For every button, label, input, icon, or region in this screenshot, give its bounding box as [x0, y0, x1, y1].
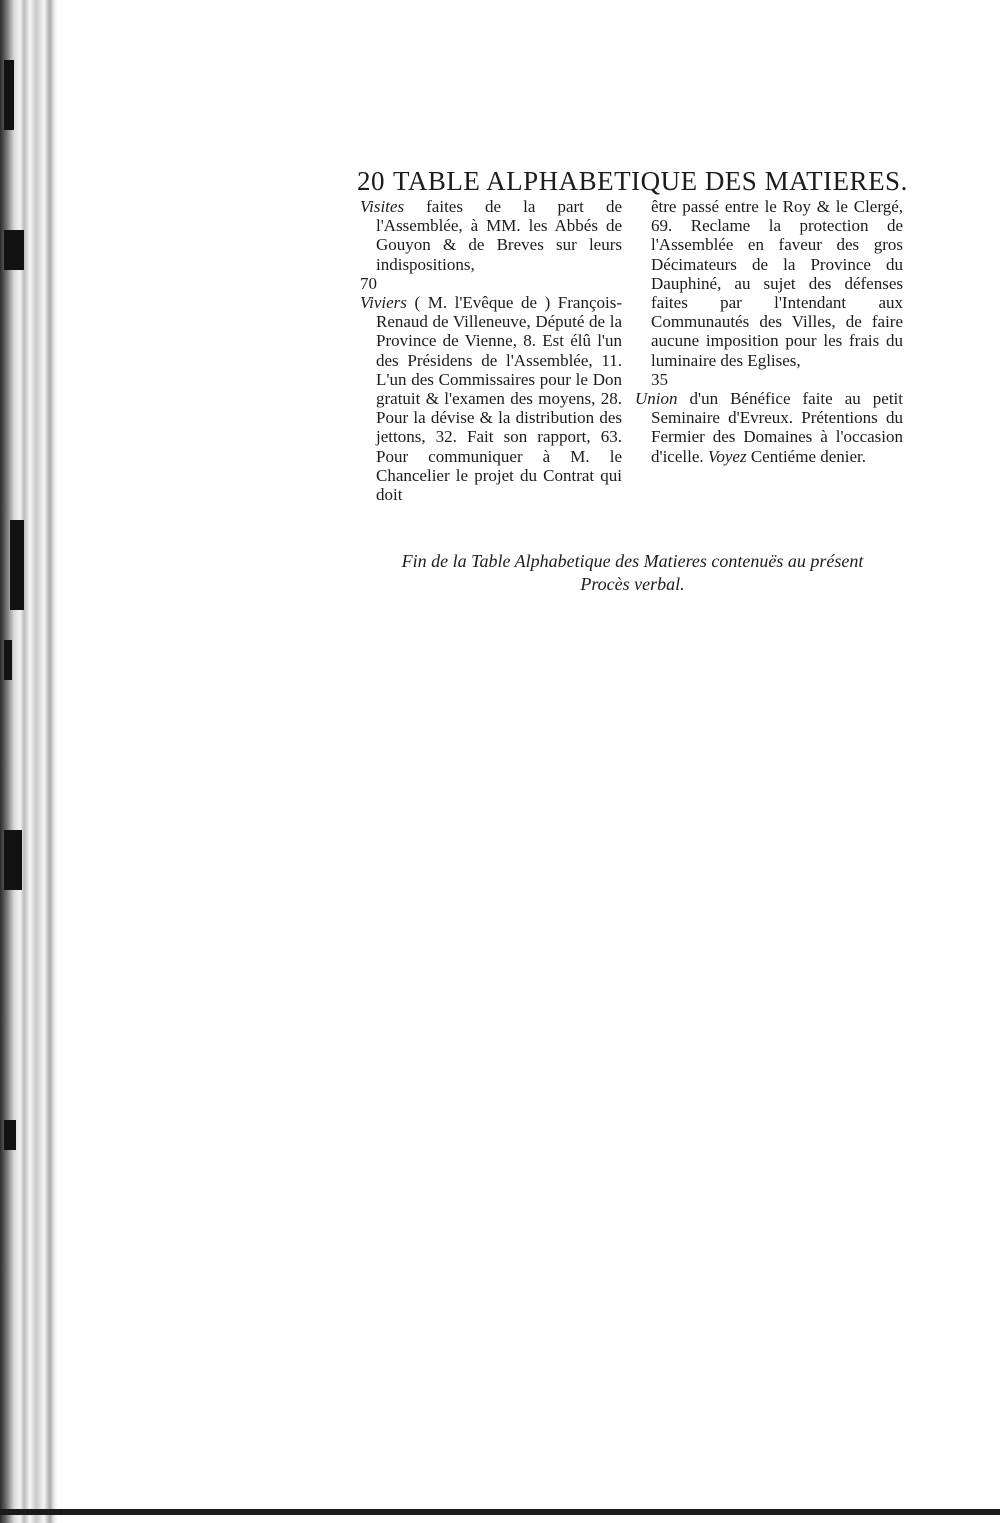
binding-stain	[4, 640, 12, 680]
binding-stain	[10, 520, 24, 610]
index-entry-continuation	[635, 197, 903, 389]
entry-text: ( M. l'Evêque de ) François-Renaud de Villeneuve, Député de la Province de Vienne, 8. Est élû l'un des Présidens de l'Assemblée, 11. L'un des Commissaires pour le Don gratuit & l'examen des moyens, 28. Pour la dévise & la distribution des jettons, 32. Fait son rapport, 63. Pour communiquer à M. le Chancelier le projet du Contrat qui doit	[376, 293, 622, 505]
entry-headword: Visites	[360, 197, 405, 216]
binding-stain	[4, 830, 22, 890]
entry-text: faites de la part de l'Assemblée, à MM. les Abbés de Gouyon & de Breves sur leurs indispositions,	[376, 197, 622, 274]
binding-stain	[4, 60, 14, 130]
index-column-left	[360, 197, 622, 504]
running-header	[357, 166, 908, 197]
book-binding-edge	[0, 0, 58, 1523]
entry-text: d'un Bénéfice faite au petit Seminaire d'Evreux. Prétentions du Fermier des Domaines à l'occasion d'icelle.	[651, 389, 903, 466]
page-bottom-edge	[0, 1509, 1000, 1515]
index-entry-viviers	[360, 293, 622, 504]
see-reference-label: Voyez	[707, 446, 747, 466]
page-number: 20	[357, 166, 385, 196]
entry-page-reference: 70	[360, 273, 377, 293]
entry-text: être passé entre le Roy & le Clergé, 69. Reclame la protection de l'Assemblée en faveur des gros Décimateurs de la Province du Dauphiné, au sujet des défenses faites par l'Intendant aux Communautés des Villes, de faire aucune imposition pour les frais du luminaire des Eglises,	[651, 197, 903, 370]
index-column-right	[635, 197, 903, 466]
index-entry-union	[635, 389, 903, 466]
see-reference-target: Centiéme denier.	[746, 446, 867, 466]
closing-line-1: Fin de la Table Alphabetique des Matieres contenuës au présent	[401, 551, 864, 571]
entry-headword: Union	[635, 389, 678, 409]
binding-stain	[4, 1120, 16, 1150]
closing-note	[360, 550, 905, 596]
entry-page-reference: 35	[651, 369, 668, 389]
entry-headword: Viviers	[360, 293, 407, 313]
running-title: TABLE ALPHABETIQUE DES MATIERES.	[393, 166, 908, 196]
index-entry-visites	[360, 197, 622, 293]
binding-stain	[4, 230, 24, 270]
closing-line-2: Procès verbal.	[580, 574, 685, 594]
